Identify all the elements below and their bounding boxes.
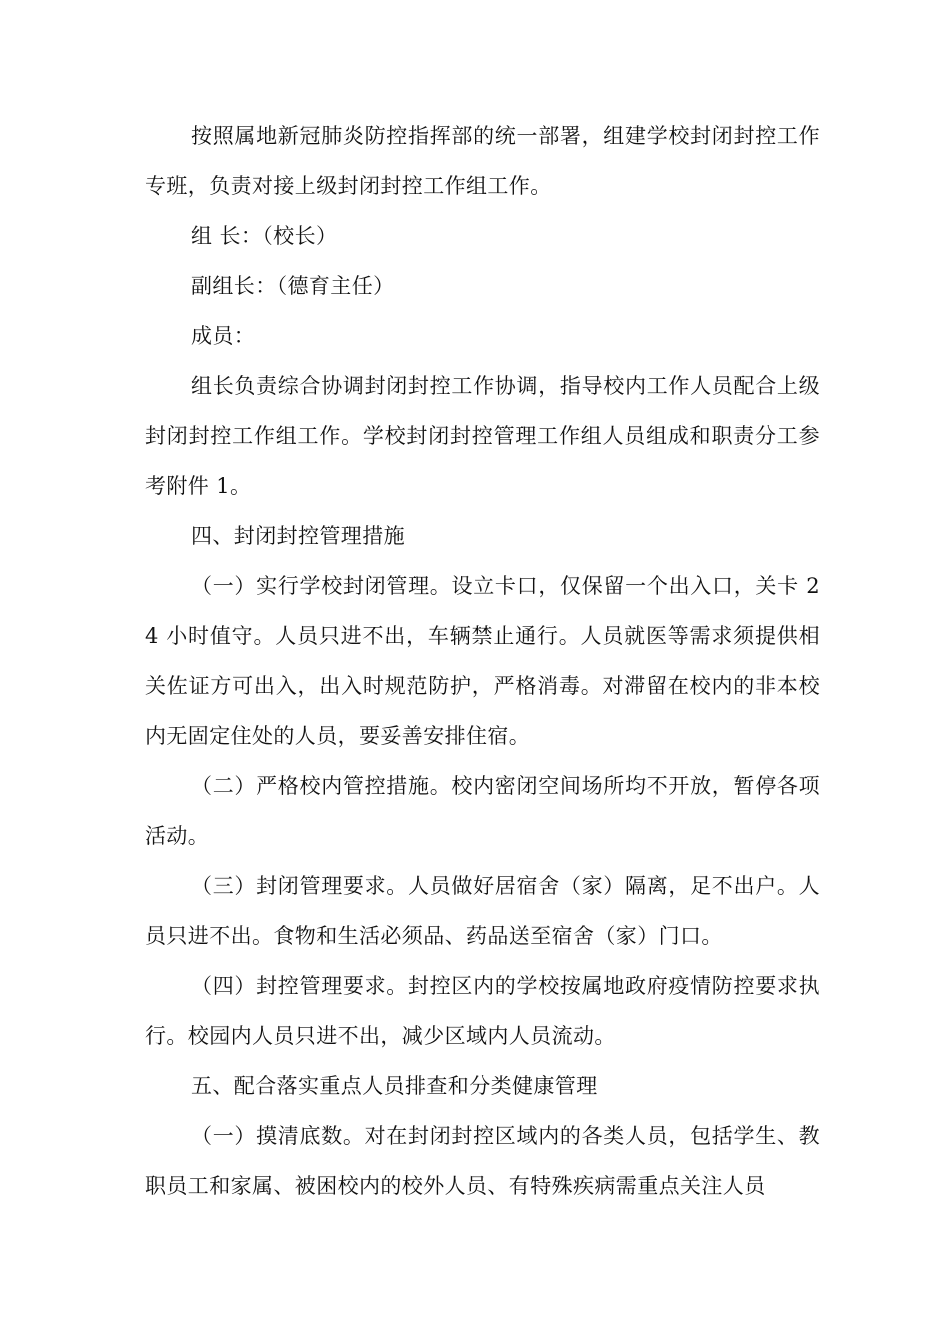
paragraph-unified-deployment: 按照属地新冠肺炎防控指挥部的统一部署，组建学校封闭封控工作专班，负责对接上级封闭封控工作组工作。 xyxy=(145,124,820,198)
paragraph-item-3-closure-requirements: （三）封闭管理要求。人员做好居宿舍（家）隔离，足不出户。人员只进不出。食物和生活必须品、药品送至宿舍（家）门口。 xyxy=(145,874,820,948)
paragraph-leader-duties: 组长负责综合协调封闭封控工作协调，指导校内工作人员配合上级封闭封控工作组工作。学校封闭封控管理工作组人员组成和职责分工参考附件 1。 xyxy=(145,374,820,498)
heading-section-four: 四、封闭封控管理措施 xyxy=(191,524,405,548)
paragraph-members: 成员： xyxy=(191,324,256,348)
paragraph-item-1-headcount: （一）摸清底数。对在封闭封控区域内的各类人员，包括学生、教职员工和家属、被困校内的校外人员、有特殊疾病需重点关注人员 xyxy=(145,1124,820,1198)
paragraph-item-2-campus-control: （二）严格校内管控措施。校内密闭空间场所均不开放，暂停各项活动。 xyxy=(145,774,820,848)
paragraph-group-leader: 组 长：（校长） xyxy=(191,224,338,248)
paragraph-item-1-closed-management: （一）实行学校封闭管理。设立卡口，仅保留一个出入口，关卡 24 小时值守。人员只进不出，车辆禁止通行。人员就医等需求须提供相关佐证方可出入，出入时规范防护，严格消毒。对滞留在校内的非本校内无固定住处的人员，要妥善安排住宿。 xyxy=(145,574,820,748)
heading-section-five: 五、配合落实重点人员排查和分类健康管理 xyxy=(191,1074,598,1098)
paragraph-item-4-lockdown-requirements: （四）封控管理要求。封控区内的学校按属地政府疫情防控要求执行。校园内人员只进不出，减少区域内人员流动。 xyxy=(145,974,820,1048)
paragraph-deputy-leader: 副组长：（德育主任） xyxy=(191,274,395,298)
